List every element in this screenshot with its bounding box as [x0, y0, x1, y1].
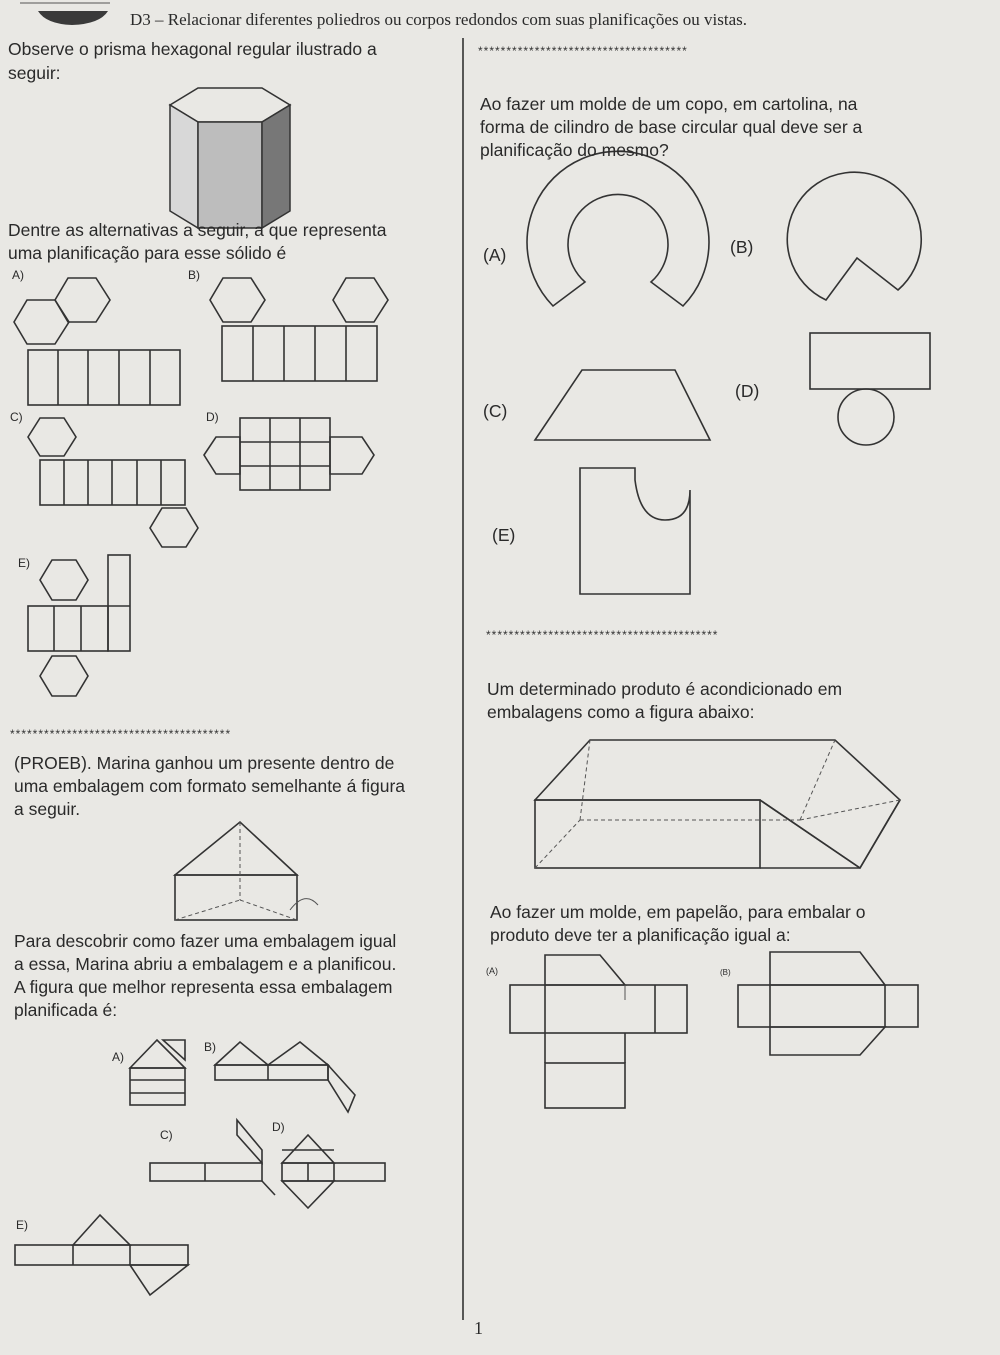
q4-question-line2: produto deve ter a planificação igual a:: [490, 925, 791, 945]
q2-question-line2: a essa, Marina abriu a embalagem e a planificou.: [14, 954, 397, 974]
q4-option-b-figure: [738, 952, 918, 1055]
q2-option-d-label: D): [272, 1120, 285, 1134]
q4-option-a-label: (A): [486, 966, 498, 976]
q2-option-a-label: A): [112, 1050, 124, 1064]
q3-option-d-label: (D): [735, 381, 760, 401]
q1-option-b-figure: [210, 278, 388, 381]
q2-option-c-label: C): [160, 1128, 173, 1142]
q4-question-line1: Ao fazer um molde, em papelão, para embalar o: [490, 902, 866, 922]
q3-line3: planificação do mesmo?: [480, 140, 669, 160]
q3-option-e-figure: [580, 468, 690, 594]
q2-option-e-figure: [15, 1215, 188, 1295]
q1-option-a-label: A): [12, 268, 24, 282]
q1-option-d-figure: [204, 418, 374, 490]
q1-intro-line1: Observe o prisma hexagonal regular ilustrado a: [8, 39, 377, 59]
q4-option-b-label: (B): [720, 968, 731, 977]
q2-option-d-figure: [282, 1135, 385, 1208]
q2-question-line3: A figura que melhor representa essa embalagem: [14, 977, 393, 997]
right-separator: *****************************************: [486, 628, 719, 642]
header-logo: [38, 11, 108, 25]
q3-option-a-label: (A): [483, 245, 507, 265]
q3-option-b-figure: [787, 172, 921, 300]
header-title: D3 – Relacionar diferentes poliedros ou corpos redondos com suas planificações ou vistas.: [130, 10, 748, 29]
q2-option-b-figure: [215, 1042, 355, 1112]
top-right-separator: *************************************: [478, 44, 688, 58]
q1-option-d-label: D): [206, 410, 219, 424]
q2-intro-line2: uma embalagem com formato semelhante á figura: [14, 776, 406, 796]
q1-question-line2: uma planificação para esse sólido é: [8, 243, 287, 263]
hexagonal-prism-figure: [170, 88, 290, 228]
q3-option-c-figure: [535, 370, 710, 440]
q3-option-e-label: (E): [492, 525, 516, 545]
q4-line2: embalagens como a figura abaixo:: [487, 702, 755, 722]
q2-intro-line1: (PROEB). Marina ganhou um presente dentro de: [14, 753, 395, 773]
q3-option-c-label: (C): [483, 401, 508, 421]
q1-option-c-figure: [28, 418, 198, 547]
q1-question-line1: Dentre as alternativas a seguir, a que representa: [8, 220, 387, 240]
q2-question-line4: planificada é:: [14, 1000, 118, 1020]
q3-option-a-figure: [527, 151, 709, 306]
q2-question-line1: Para descobrir como fazer uma embalagem igual: [14, 931, 397, 951]
q1-option-b-label: B): [188, 268, 200, 282]
q1-option-e-label: E): [18, 556, 30, 570]
q2-option-a-figure: [130, 1040, 185, 1105]
q2-option-e-label: E): [16, 1218, 28, 1232]
triangular-prism-figure: [175, 822, 318, 920]
left-separator: ***************************************: [10, 727, 232, 741]
q3-line2: forma de cilindro de base circular qual deve ser a: [480, 117, 863, 137]
q3-line1: Ao fazer um molde de um copo, em cartolina, na: [480, 94, 858, 114]
q2-intro-line3: a seguir.: [14, 799, 81, 819]
q1-option-e-figure: [28, 555, 130, 696]
q2-option-b-label: B): [204, 1040, 216, 1054]
q1-option-c-label: C): [10, 410, 23, 424]
q4-line1: Um determinado produto é acondicionado em: [487, 679, 843, 699]
q3-option-b-label: (B): [730, 237, 754, 257]
q1-intro-line2: seguir:: [8, 63, 61, 83]
q3-option-d-figure: [810, 333, 930, 445]
q1-option-a-figure: [14, 278, 180, 405]
q4-option-a-figure: [510, 955, 687, 1108]
hexagonal-box-figure: [535, 740, 900, 868]
page-number: 1: [474, 1318, 483, 1338]
